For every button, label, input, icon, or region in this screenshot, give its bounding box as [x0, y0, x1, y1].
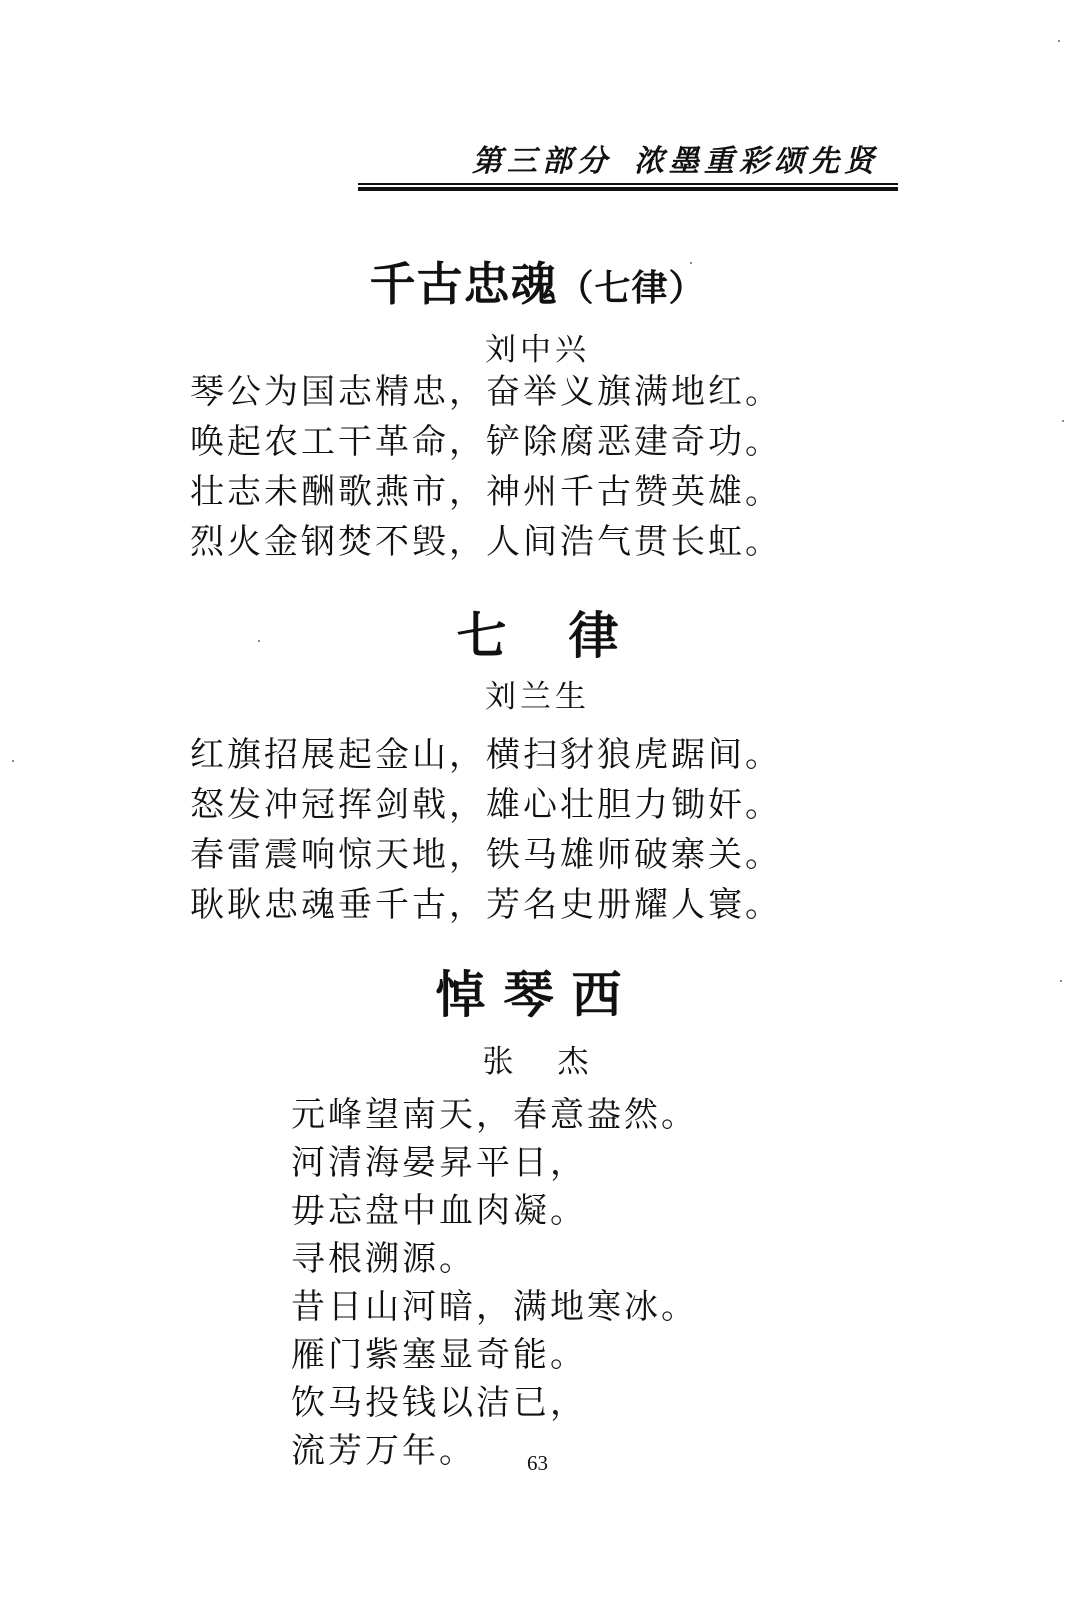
poem-3-line: 昔日山河暗，满地寒冰。: [291, 1287, 698, 1327]
header-part: 第三部分: [472, 144, 612, 179]
poem-2-line: 红旗招展起金山，横扫豺狼虎踞间。: [190, 735, 782, 775]
poem-1-body: [190, 367, 782, 567]
poem-1-title: [0, 248, 1075, 314]
poem-3-author-surname: 张: [482, 1044, 518, 1080]
poem-2-title-char-2: 律: [568, 606, 619, 665]
poem-3-line: 饮马投钱以洁已，: [291, 1383, 587, 1423]
poem-2-title: [0, 596, 1075, 668]
scan-speck: [1062, 420, 1064, 422]
poem-3-line: 毋忘盘中血肉凝。: [291, 1191, 587, 1231]
scan-speck: [690, 262, 692, 264]
header-rule-thick: [358, 187, 898, 191]
poem-3-line: 雁门紫塞显奇能。: [291, 1335, 587, 1375]
scan-speck: [12, 760, 14, 762]
page-number: 63: [527, 1451, 548, 1475]
poem-3-line: 流芳万年。: [291, 1431, 476, 1471]
running-header: [472, 136, 879, 180]
poem-3-title: 悼琴西: [435, 965, 640, 1024]
poem-3-author-given-name: 杰: [557, 1044, 593, 1080]
poem-3-line: 寻根溯源。: [291, 1239, 476, 1279]
poem-1-line: 壮志未酬歌燕市，神州千古赞英雄。: [190, 472, 782, 512]
poem-1-line: 唤起农工干革命，铲除腐恶建奇功。: [190, 422, 782, 462]
poem-3-line: 元峰望南天，春意盎然。: [291, 1095, 698, 1135]
scan-speck: [1060, 980, 1062, 982]
poem-2-author: 刘兰生: [485, 679, 590, 715]
poem-1-line: 烈火金钢焚不毁，人间浩气贯长虹。: [190, 522, 782, 562]
poem-1-title-main: 千古忠魂: [369, 257, 558, 311]
poem-2-title-char-1: 七: [456, 606, 507, 665]
poem-2-line: 耿耿忠魂垂千古，芳名史册耀人寰。: [190, 885, 782, 925]
scan-speck: [1058, 40, 1060, 42]
poem-3-author: [0, 1036, 1075, 1081]
poem-2-line: 怒发冲冠挥剑戟，雄心壮胆力锄奸。: [190, 785, 782, 825]
poem-3-body: [291, 1091, 698, 1475]
poem-1-author: 刘中兴: [485, 332, 590, 368]
poem-2-line: 春雷震响惊天地，铁马雄师破寨关。: [190, 835, 782, 875]
poem-3-line: 河清海晏昇平日，: [291, 1143, 587, 1183]
poem-1-line: 琴公为国志精忠，奋举义旗满地红。: [190, 372, 782, 412]
poem-1-title-form: （七律）: [557, 267, 706, 309]
poem-2-body: [190, 730, 782, 930]
scan-speck: [258, 640, 260, 642]
header-section: 浓墨重彩颂先贤: [634, 144, 879, 179]
header-rule-thin: [358, 183, 898, 185]
